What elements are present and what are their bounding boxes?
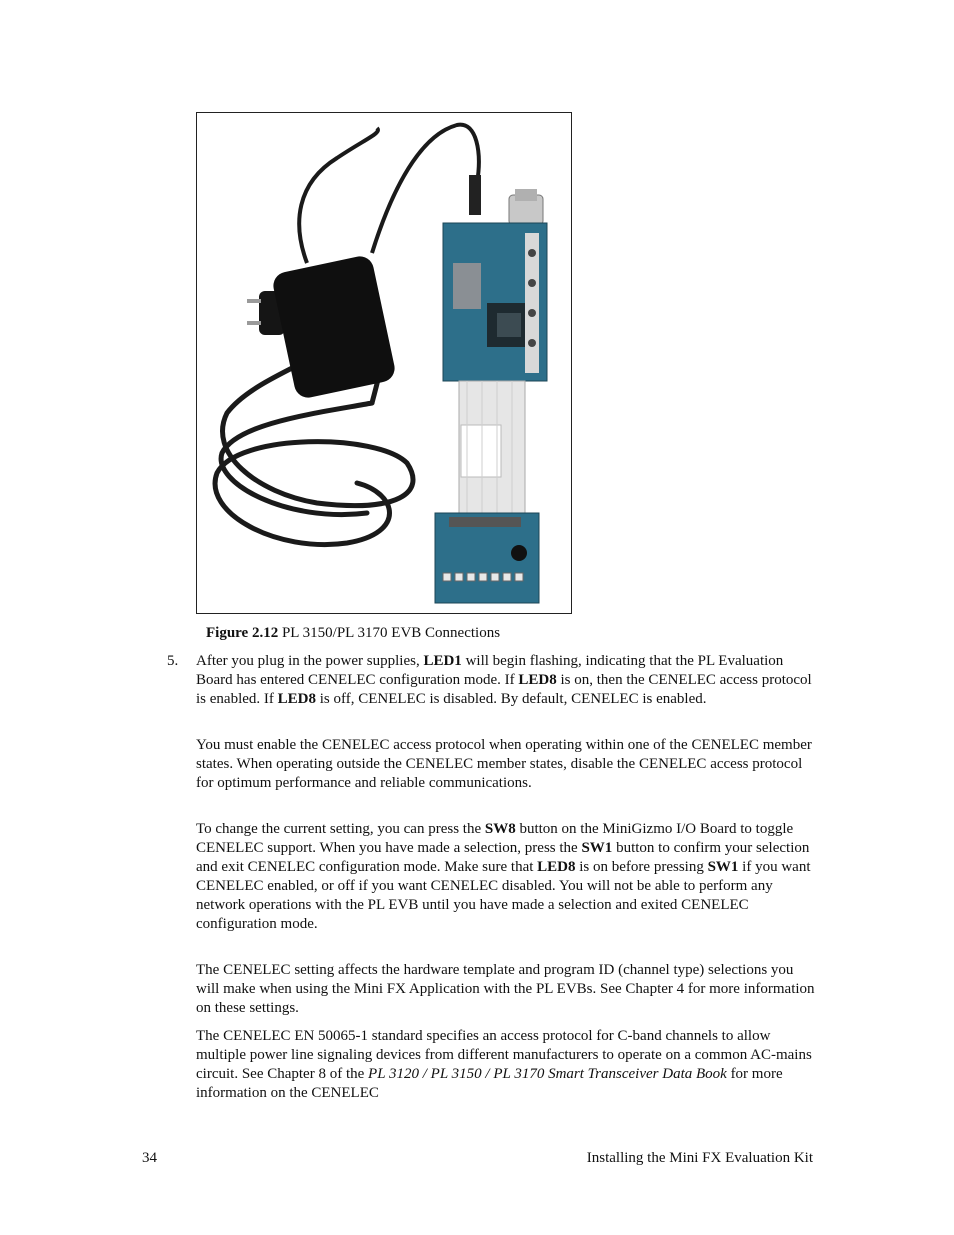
paragraph-change-setting: To change the current setting, you can press the SW8 button on the MiniGizmo I/O Board to toggle CENELEC support. When you have made a selection, press the SW1 button to confirm your selection and exit CENELEC configuration mode. Make sure that LED8 is on before pressing SW1 if you want CENELEC enabled, or off if you want CENELEC disabled. You will not be able to perform any network operations with the PL EVB until you have made a selection and exited CENELEC configuration mode. [196, 821, 811, 932]
figure-label: Figure 2.12 [206, 625, 279, 641]
dc-plug [469, 175, 481, 215]
power-adapter [271, 254, 397, 400]
paragraph-cenelec-standard: The CENELEC EN 50065-1 standard specifies an access protocol for C-band channels to allow multiple power line signaling devices from different manufacturers to operate on a common AC-mains circuit. See Chapter 8 of the PL 3120 / PL 3150 / PL 3170 Smart Transceiver Data Book for more information on the CENELEC [196, 1028, 812, 1101]
page-number: 34 [142, 1150, 157, 1166]
paragraph-led-status: After you plug in the power supplies, LED1 will begin flashing, indicating that the PL Evaluation Board has entered CENELEC configuration mode. If LED8 is on, then the CENELEC access protocol is enabled. If LED8 is off, CENELEC is disabled. By default, CENELEC is enabled. [196, 653, 812, 707]
evb-connections-photo [197, 113, 571, 613]
figure-caption [206, 624, 500, 643]
running-footer-title: Installing the Mini FX Evaluation Kit [586, 1150, 813, 1166]
paragraph-hardware-template: The CENELEC setting affects the hardware template and program ID (channel type) selections you will make when using the Mini FX Application with the PL EVBs. See Chapter 4 for more information on these settings. [196, 962, 815, 1016]
paragraph-cenelec-enable: You must enable the CENELEC access protocol when operating within one of the CENELEC member states. When operating outside the CENELEC member states, disable the CENELEC access protocol for optimum performance and reliable communications. [196, 737, 812, 791]
figure-photo-frame [196, 112, 572, 614]
step-number: 5. [167, 653, 179, 669]
figure-caption-text: PL 3150/PL 3170 EVB Connections [281, 625, 501, 641]
bnc-connector [509, 189, 543, 225]
